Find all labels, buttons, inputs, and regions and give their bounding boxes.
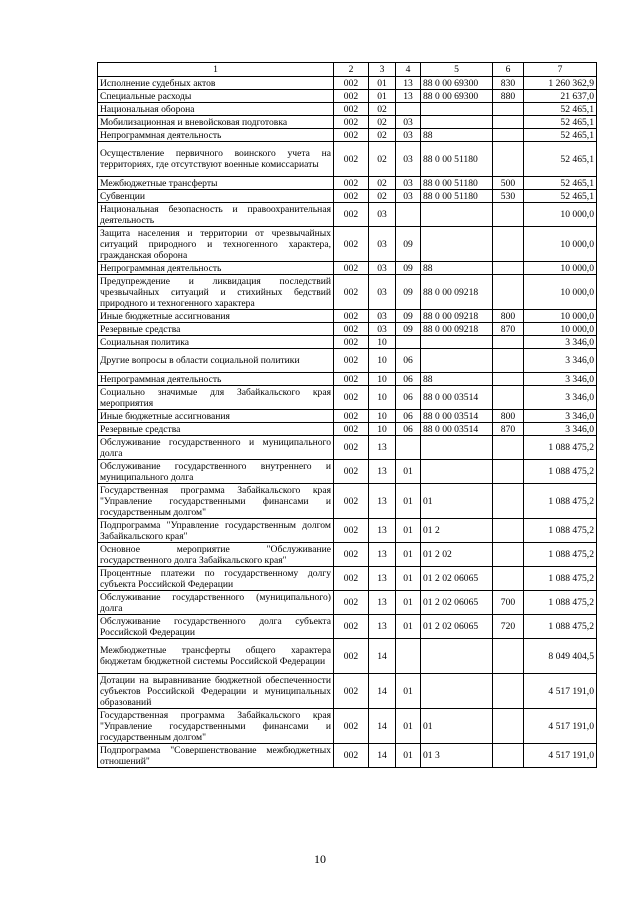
row-code-target: 88 <box>421 373 493 386</box>
row-amount: 1 088 475,2 <box>524 484 597 519</box>
row-code-subsection: 13 <box>396 90 421 103</box>
page-number: 10 <box>314 852 326 866</box>
row-code-expense-type: 880 <box>493 90 524 103</box>
row-code-expense-type: 500 <box>493 177 524 190</box>
row-code-subsection: 01 <box>396 744 421 768</box>
row-name: Национальная оборона <box>98 103 334 116</box>
row-code-subsection: 01 <box>396 460 421 484</box>
row-name: Обслуживание государственного (муниципального) долга <box>98 591 334 615</box>
table-row <box>98 116 597 129</box>
row-code-subsection <box>396 203 421 227</box>
row-code-subsection: 09 <box>396 310 421 323</box>
row-code-admin: 002 <box>334 519 369 543</box>
row-name: Межбюджетные трансферты <box>98 177 334 190</box>
row-amount: 10 000,0 <box>524 310 597 323</box>
row-amount: 4 517 191,0 <box>524 709 597 744</box>
row-code-target: 88 <box>421 129 493 142</box>
row-code-target <box>421 349 493 373</box>
row-code-admin: 002 <box>334 349 369 373</box>
table-row <box>98 190 597 203</box>
row-name: Обслуживание государственного долга субъекта Российской Федерации <box>98 615 334 639</box>
row-code-section: 03 <box>369 262 396 275</box>
row-code-subsection: 01 <box>396 674 421 709</box>
row-code-target <box>421 203 493 227</box>
table-row <box>98 709 597 744</box>
table-row <box>98 386 597 410</box>
row-code-expense-type <box>493 386 524 410</box>
row-code-section: 10 <box>369 349 396 373</box>
row-code-admin: 002 <box>334 436 369 460</box>
row-name: Резервные средства <box>98 323 334 336</box>
table-row <box>98 275 597 310</box>
row-amount: 52 465,1 <box>524 177 597 190</box>
header-cell-5: 5 <box>421 63 493 77</box>
row-amount: 4 517 191,0 <box>524 744 597 768</box>
row-code-expense-type <box>493 103 524 116</box>
table-row <box>98 423 597 436</box>
row-name: Обслуживание государственного внутреннего и муниципального долга <box>98 460 334 484</box>
row-code-subsection: 01 <box>396 519 421 543</box>
row-code-section: 01 <box>369 77 396 90</box>
row-code-admin: 002 <box>334 373 369 386</box>
table-row <box>98 90 597 103</box>
table-row <box>98 142 597 177</box>
row-amount: 3 346,0 <box>524 373 597 386</box>
row-code-expense-type: 800 <box>493 310 524 323</box>
row-code-section: 13 <box>369 519 396 543</box>
row-code-target <box>421 336 493 349</box>
row-code-subsection: 03 <box>396 142 421 177</box>
row-code-section: 10 <box>369 423 396 436</box>
table-row <box>98 310 597 323</box>
row-name: Предупреждение и ликвидация последствий чрезвычайных ситуаций и стихийных бедствий природного и техногенного характера <box>98 275 334 310</box>
row-code-subsection: 03 <box>396 129 421 142</box>
header-cell-1: 1 <box>98 63 334 77</box>
row-code-section: 13 <box>369 543 396 567</box>
row-code-target: 88 <box>421 262 493 275</box>
row-code-section: 13 <box>369 615 396 639</box>
row-code-admin: 002 <box>334 142 369 177</box>
row-code-admin: 002 <box>334 275 369 310</box>
row-amount: 10 000,0 <box>524 227 597 262</box>
row-code-target: 88 0 00 69300 <box>421 90 493 103</box>
row-code-subsection: 06 <box>396 373 421 386</box>
row-code-expense-type: 530 <box>493 190 524 203</box>
row-code-section: 10 <box>369 336 396 349</box>
row-code-section: 14 <box>369 639 396 674</box>
row-code-expense-type <box>493 262 524 275</box>
row-code-section: 14 <box>369 744 396 768</box>
row-code-expense-type <box>493 436 524 460</box>
row-code-target: 88 0 00 51180 <box>421 142 493 177</box>
row-code-section: 02 <box>369 190 396 203</box>
row-amount: 4 517 191,0 <box>524 674 597 709</box>
row-code-section: 03 <box>369 323 396 336</box>
row-code-section: 10 <box>369 386 396 410</box>
row-name: Специальные расходы <box>98 90 334 103</box>
row-code-section: 10 <box>369 373 396 386</box>
row-code-target: 01 2 02 06065 <box>421 567 493 591</box>
budget-table <box>97 62 597 768</box>
row-code-subsection: 01 <box>396 615 421 639</box>
row-amount: 1 088 475,2 <box>524 567 597 591</box>
row-name: Процентные платежи по государственному долгу субъекта Российской Федерации <box>98 567 334 591</box>
row-code-admin: 002 <box>334 460 369 484</box>
row-code-admin: 002 <box>334 423 369 436</box>
row-code-target: 01 2 <box>421 519 493 543</box>
row-code-subsection: 13 <box>396 77 421 90</box>
row-code-expense-type <box>493 460 524 484</box>
row-code-admin: 002 <box>334 674 369 709</box>
row-code-admin: 002 <box>334 310 369 323</box>
row-code-subsection: 01 <box>396 709 421 744</box>
row-code-expense-type <box>493 674 524 709</box>
row-code-expense-type <box>493 116 524 129</box>
table-row <box>98 744 597 768</box>
row-code-expense-type <box>493 543 524 567</box>
row-name: Иные бюджетные ассигнования <box>98 310 334 323</box>
row-name: Мобилизационная и вневойсковая подготовка <box>98 116 334 129</box>
table-row <box>98 567 597 591</box>
row-code-expense-type: 870 <box>493 423 524 436</box>
row-name: Социально значимые для Забайкальского края мероприятия <box>98 386 334 410</box>
row-code-target: 01 <box>421 709 493 744</box>
header-cell-4: 4 <box>396 63 421 77</box>
row-code-expense-type <box>493 639 524 674</box>
row-code-target: 88 0 00 03514 <box>421 386 493 410</box>
table-row <box>98 349 597 373</box>
row-code-section: 03 <box>369 310 396 323</box>
row-name: Социальная политика <box>98 336 334 349</box>
row-amount: 10 000,0 <box>524 203 597 227</box>
row-code-target: 88 0 00 69300 <box>421 77 493 90</box>
row-code-section: 13 <box>369 460 396 484</box>
row-code-section: 13 <box>369 567 396 591</box>
row-name: Резервные средства <box>98 423 334 436</box>
row-code-expense-type <box>493 484 524 519</box>
row-code-target: 88 0 00 51180 <box>421 177 493 190</box>
row-code-expense-type <box>493 336 524 349</box>
row-code-section: 03 <box>369 275 396 310</box>
row-code-admin: 002 <box>334 116 369 129</box>
row-code-subsection: 01 <box>396 567 421 591</box>
row-name: Обслуживание государственного и муниципального долга <box>98 436 334 460</box>
row-name: Непрограммная деятельность <box>98 373 334 386</box>
row-amount: 8 049 404,5 <box>524 639 597 674</box>
row-amount: 52 465,1 <box>524 116 597 129</box>
row-amount: 3 346,0 <box>524 423 597 436</box>
row-code-subsection: 09 <box>396 275 421 310</box>
row-code-target: 01 2 02 06065 <box>421 615 493 639</box>
row-code-target: 88 0 00 03514 <box>421 410 493 423</box>
row-code-expense-type: 870 <box>493 323 524 336</box>
row-code-expense-type <box>493 567 524 591</box>
row-name: Государственная программа Забайкальского края "Управление государственными финансами и государственным долгом" <box>98 484 334 519</box>
row-name: Основное мероприятие "Обслуживание государственного долга Забайкальского края" <box>98 543 334 567</box>
row-amount: 52 465,1 <box>524 190 597 203</box>
table-row <box>98 591 597 615</box>
table-row <box>98 519 597 543</box>
row-amount: 3 346,0 <box>524 336 597 349</box>
row-code-expense-type: 830 <box>493 77 524 90</box>
table-row <box>98 103 597 116</box>
row-name: Подпрограмма "Совершенствование межбюджетных отношений" <box>98 744 334 768</box>
row-code-target: 88 0 00 09218 <box>421 323 493 336</box>
row-code-subsection: 01 <box>396 543 421 567</box>
header-cell-6: 6 <box>493 63 524 77</box>
row-name: Другие вопросы в области социальной политики <box>98 349 334 373</box>
row-code-section: 02 <box>369 142 396 177</box>
row-name: Субвенции <box>98 190 334 203</box>
row-code-admin: 002 <box>334 591 369 615</box>
row-code-admin: 002 <box>334 567 369 591</box>
row-code-target <box>421 460 493 484</box>
row-code-target: 88 0 00 09218 <box>421 310 493 323</box>
table-row <box>98 77 597 90</box>
row-code-section: 02 <box>369 129 396 142</box>
row-code-admin: 002 <box>334 190 369 203</box>
row-code-expense-type: 720 <box>493 615 524 639</box>
row-amount: 1 088 475,2 <box>524 519 597 543</box>
row-code-subsection: 06 <box>396 410 421 423</box>
row-code-admin: 002 <box>334 543 369 567</box>
row-code-subsection: 03 <box>396 190 421 203</box>
row-code-section: 01 <box>369 90 396 103</box>
table-row <box>98 674 597 709</box>
row-name: Защита населения и территории от чрезвычайных ситуаций природного и техногенного характера, гражданская оборона <box>98 227 334 262</box>
row-code-target <box>421 639 493 674</box>
row-name: Непрограммная деятельность <box>98 262 334 275</box>
row-code-section: 13 <box>369 436 396 460</box>
row-code-admin: 002 <box>334 227 369 262</box>
row-code-target: 88 0 00 03514 <box>421 423 493 436</box>
row-code-subsection <box>396 103 421 116</box>
table-row <box>98 639 597 674</box>
row-amount: 3 346,0 <box>524 410 597 423</box>
table-row <box>98 262 597 275</box>
row-code-subsection: 03 <box>396 116 421 129</box>
row-code-admin: 002 <box>334 90 369 103</box>
row-code-expense-type <box>493 142 524 177</box>
table-row <box>98 410 597 423</box>
row-code-target <box>421 116 493 129</box>
row-code-subsection <box>396 436 421 460</box>
row-code-admin: 002 <box>334 336 369 349</box>
row-code-section: 13 <box>369 484 396 519</box>
row-amount: 52 465,1 <box>524 129 597 142</box>
row-code-target <box>421 436 493 460</box>
row-name: Дотации на выравнивание бюджетной обеспеченности субъектов Российской Федерации и муниципальных образований <box>98 674 334 709</box>
row-code-expense-type <box>493 519 524 543</box>
table-row <box>98 543 597 567</box>
row-name: Иные бюджетные ассигнования <box>98 410 334 423</box>
row-code-admin: 002 <box>334 203 369 227</box>
row-amount: 3 346,0 <box>524 386 597 410</box>
table-row <box>98 129 597 142</box>
row-name: Межбюджетные трансферты общего характера бюджетам бюджетной системы Российской Федерации <box>98 639 334 674</box>
table-row <box>98 203 597 227</box>
row-code-subsection: 06 <box>396 423 421 436</box>
row-code-admin: 002 <box>334 709 369 744</box>
row-code-target <box>421 227 493 262</box>
row-amount: 10 000,0 <box>524 323 597 336</box>
row-code-expense-type <box>493 203 524 227</box>
row-code-section: 13 <box>369 591 396 615</box>
row-code-section: 03 <box>369 227 396 262</box>
table-row <box>98 615 597 639</box>
row-code-target: 88 0 00 51180 <box>421 190 493 203</box>
table-row <box>98 460 597 484</box>
row-code-admin: 002 <box>334 615 369 639</box>
row-code-target <box>421 103 493 116</box>
row-code-admin: 002 <box>334 410 369 423</box>
row-code-section: 14 <box>369 709 396 744</box>
row-code-expense-type: 800 <box>493 410 524 423</box>
table-body <box>98 77 597 768</box>
row-code-expense-type: 700 <box>493 591 524 615</box>
row-amount: 1 260 362,9 <box>524 77 597 90</box>
row-amount: 52 465,1 <box>524 103 597 116</box>
table-row <box>98 177 597 190</box>
row-code-subsection: 06 <box>396 386 421 410</box>
row-code-admin: 002 <box>334 129 369 142</box>
header-cell-7: 7 <box>524 63 597 77</box>
row-code-section: 02 <box>369 116 396 129</box>
row-code-admin: 002 <box>334 323 369 336</box>
row-amount: 52 465,1 <box>524 142 597 177</box>
table-header-row <box>98 63 597 77</box>
row-name: Государственная программа Забайкальского края "Управление государственными финансами и государственным долгом" <box>98 709 334 744</box>
row-amount: 1 088 475,2 <box>524 436 597 460</box>
row-code-section: 02 <box>369 103 396 116</box>
row-code-target: 01 2 02 <box>421 543 493 567</box>
row-code-target: 88 0 00 09218 <box>421 275 493 310</box>
row-amount: 10 000,0 <box>524 262 597 275</box>
row-code-subsection: 06 <box>396 349 421 373</box>
row-code-expense-type <box>493 373 524 386</box>
row-code-target: 01 3 <box>421 744 493 768</box>
row-amount: 1 088 475,2 <box>524 543 597 567</box>
row-code-subsection <box>396 336 421 349</box>
row-code-admin: 002 <box>334 77 369 90</box>
table-row <box>98 436 597 460</box>
row-code-subsection: 01 <box>396 484 421 519</box>
row-code-section: 14 <box>369 674 396 709</box>
header-cell-3: 3 <box>369 63 396 77</box>
row-code-expense-type <box>493 349 524 373</box>
row-code-target: 01 2 02 06065 <box>421 591 493 615</box>
row-code-subsection: 09 <box>396 323 421 336</box>
row-code-expense-type <box>493 275 524 310</box>
row-code-admin: 002 <box>334 262 369 275</box>
row-code-section: 03 <box>369 203 396 227</box>
row-code-subsection <box>396 639 421 674</box>
row-code-subsection: 09 <box>396 227 421 262</box>
row-code-expense-type <box>493 129 524 142</box>
row-name: Осуществление первичного воинского учета на территориях, где отсутствуют военные комиссариаты <box>98 142 334 177</box>
row-amount: 1 088 475,2 <box>524 460 597 484</box>
row-amount: 1 088 475,2 <box>524 615 597 639</box>
row-code-subsection: 09 <box>396 262 421 275</box>
row-code-admin: 002 <box>334 177 369 190</box>
row-amount: 1 088 475,2 <box>524 591 597 615</box>
row-amount: 21 637,0 <box>524 90 597 103</box>
table-row <box>98 484 597 519</box>
table-row <box>98 323 597 336</box>
row-code-admin: 002 <box>334 386 369 410</box>
row-code-subsection: 03 <box>396 177 421 190</box>
row-code-section: 10 <box>369 410 396 423</box>
row-code-expense-type <box>493 709 524 744</box>
row-name: Подпрограмма "Управление государственным долгом Забайкальского края" <box>98 519 334 543</box>
row-name: Непрограммная деятельность <box>98 129 334 142</box>
row-code-admin: 002 <box>334 484 369 519</box>
row-code-admin: 002 <box>334 639 369 674</box>
row-code-admin: 002 <box>334 744 369 768</box>
row-name: Национальная безопасность и правоохранительная деятельность <box>98 203 334 227</box>
table-row <box>98 227 597 262</box>
row-code-expense-type <box>493 227 524 262</box>
row-name: Исполнение судебных актов <box>98 77 334 90</box>
header-cell-2: 2 <box>334 63 369 77</box>
row-code-target: 01 <box>421 484 493 519</box>
table-row <box>98 336 597 349</box>
row-code-section: 02 <box>369 177 396 190</box>
table-row <box>98 373 597 386</box>
row-code-expense-type <box>493 744 524 768</box>
row-amount: 10 000,0 <box>524 275 597 310</box>
row-code-admin: 002 <box>334 103 369 116</box>
row-code-target <box>421 674 493 709</box>
row-amount: 3 346,0 <box>524 349 597 373</box>
row-code-subsection: 01 <box>396 591 421 615</box>
